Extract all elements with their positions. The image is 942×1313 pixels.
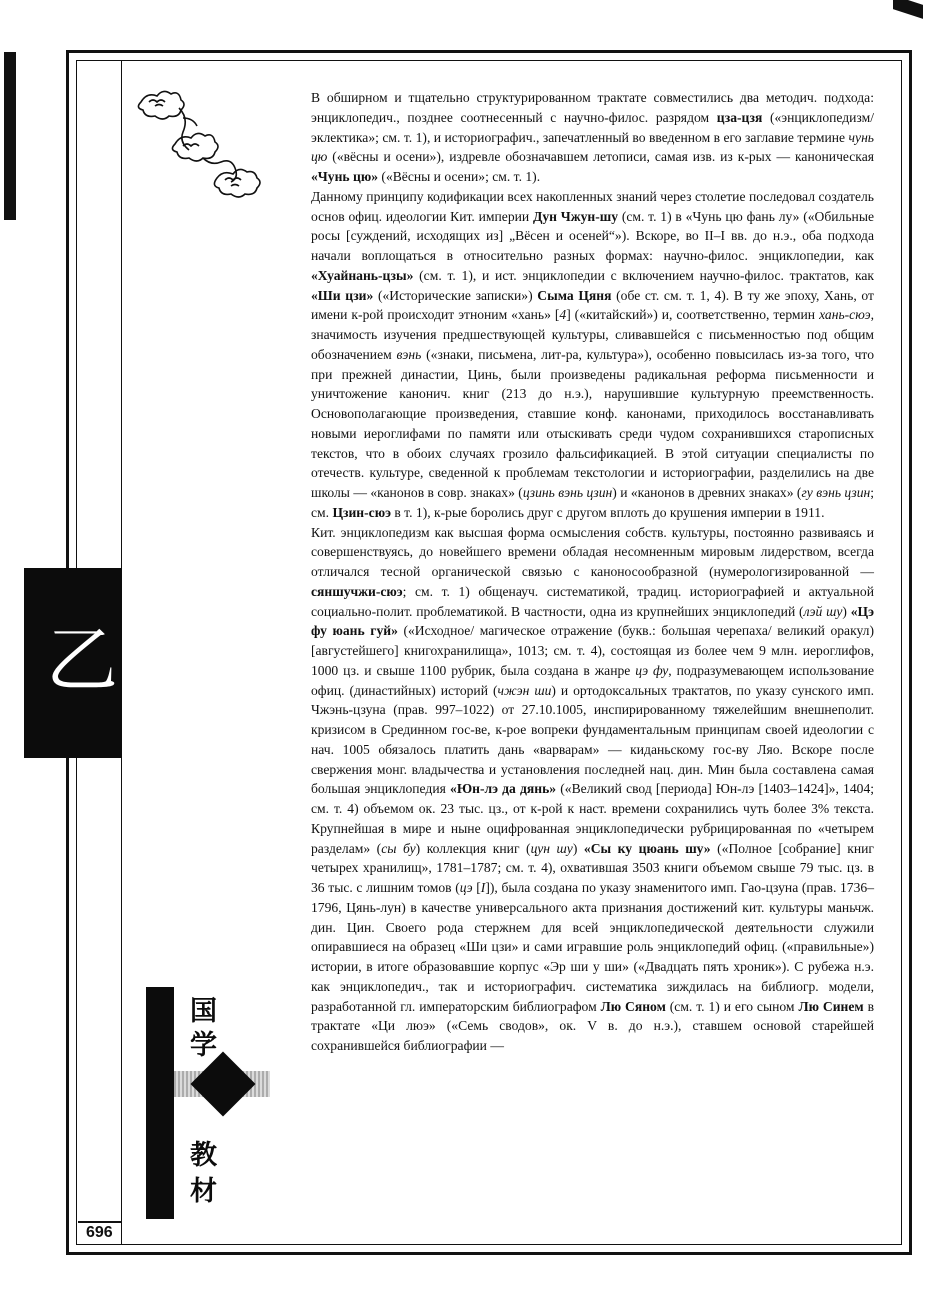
text-run: ) и ортодоксальных трактатов, по указу сунского имп. Чжэнь-цзуна (прав. 997–1022) от 27.10.1005, инспирированному тяжелейшим внешнеполит. кризисом в Срединном гос-ве, к-рое вопреки фундаментальным принципам своей идеологии с нач. 1005 обязалось платить дань «варварам» — киданьскому гос-ву Ляо. Вскоре после свержения монг. владычества и установления последней нац. дин. Мин была составлена самая большая энциклопедия [311, 682, 875, 797]
decor-black-strip [146, 987, 174, 1219]
paragraph-1 [311, 88, 874, 187]
decor-char-2: 学 [190, 1030, 217, 1061]
italic-term: цэ фу [635, 662, 669, 678]
text-run: Данному принципу кодификации всех накопленных знаний через столетие последовал создатель основ офиц. идеологии Кит. империи [311, 188, 874, 224]
bold-term: Лю Синем [798, 998, 864, 1014]
italic-term: чжэн ши [497, 682, 552, 698]
text-run: ] («китайский») и, соответственно, термин [566, 307, 820, 323]
chapter-side-tab [24, 568, 122, 758]
decor-char-1: 国 [190, 996, 217, 1027]
bold-term: «Цэ фу юань гуй» [311, 603, 874, 639]
text-run: («энциклопедизм/эклектика»; см. т. 1), и историографич., запечатленный во введенном в его заглавие термине [311, 109, 874, 145]
text-run: (обе ст. см. т. 1, 4). В ту же эпоху, Хань, от имени к-рой происходит этноним «хань» [ [311, 287, 874, 323]
text-run: («знаки, письмена, лит-ра, культура»), особенно повысилась из-за того, что при прежней династии, Цинь, были произведены радикальная реформа письменности и уничтожение канонич. книг (213 до н.э.), нарушившие культурную преемственность. Основополагающие произведения, ставшие конф. канонами, приходилось восстанавливать новыми иероглифами по памяти или отыскивать среди чудом сохранившихся старописных текстов, что в обоих случаях грозило фальсификацией. В этой ситуации специалисты по отечеств. культуре, сведенной к проблемам текстологии и историографии, разделились на две школы — «канонов в совр. знаках» ( [311, 346, 874, 500]
italic-term: вэнь [396, 346, 422, 362]
decor-char-3: 教 [190, 1140, 217, 1171]
text-run: [ [472, 880, 481, 895]
bold-term: «Хуайнань-цзы» [311, 267, 414, 283]
text-run: Кит. энциклопедизм как высшая форма осмысления собств. культуры, постоянно развиваясь и совершенствуясь, до новейшего времени обладая несомненным мировым лидерством, всегда отличался тесной органической связью с каноносообразной (нумерологизированной — [311, 524, 874, 579]
page-number: 696 [86, 1224, 113, 1241]
text-run: ]), была создана по указу знаменитого имп. Гао-цзуна (прав. 1736–1796, Цянь-лун) в качестве универсального акта признания достижений кит. культуры маньчж. дин. Цин. Своего рода стержнем для всей энциклопедической деятельности служили опиравшиеся на образец «Ши цзи» и сами игравшие роль энциклопедий офиц. («правильные») истории, в итоге образовавшие корпус «Эр ши у ши» («Двадцать пять хроник»). С рубежа н.э. как энциклопедич., так и историографич. систематика зиждилась на библиогр. модели, разработанной гл. императорским библиографом [311, 880, 874, 1014]
text-run: в трактате «Ци люэ» («Семь сводов», ок. V в. до н.э.), ставшем основой старейшей сохранившейся библиографии — [311, 998, 874, 1053]
text-run: («Полное [собрание] книг четырех хранилищ», 1781–1787; см. т. 4), охватившая 3503 книги объемом свыше 79 тыс. цз. в 36 тыс. с лишним томов ( [311, 840, 874, 895]
italic-term: сы бу [381, 840, 416, 856]
decor-diamond [190, 1051, 255, 1116]
bold-term: «Юн-лэ да дянь» [450, 781, 557, 797]
text-run: (см. т. 1) и его сыном [665, 998, 799, 1014]
vertical-title-decor [128, 975, 298, 1225]
bold-term: сяншучжи-сюэ [311, 583, 403, 599]
text-run: ) [572, 840, 584, 856]
text-run: в т. 1), к-рые боролись друг с другом вплоть до крушения империи в 1911. [390, 504, 825, 520]
bold-term: Дун Чжун-шу [532, 208, 619, 224]
paragraph-2 [311, 187, 874, 523]
italic-term: хань-сюэ [819, 307, 871, 323]
text-run: (см. т. 1), и ист. энциклопедии с включением научно-филос. трактатов, как [413, 267, 874, 283]
cloud-ornament-icon [133, 86, 263, 208]
bold-term: Цзин-сюэ [332, 504, 391, 520]
text-run: («Исторические записки») [373, 287, 538, 303]
italic-term: чунь цю [311, 129, 874, 165]
bold-term: «Ши цзи» [311, 287, 374, 303]
text-run: («Великий свод [периода] Юн-лэ [1403–1424]», 1404; см. т. 4) объемом ок. 23 тыс. цз., от к-рой к наст. времени сохранились чуть более 3% текста. Крупнейшая в мире и ныне оцифрованная энциклопедически рубрицированная по «четырем разделам» ( [311, 781, 875, 856]
text-run: ; см. т. 1) общенауч. систематикой, традиц. историографией и актуальной социально-полит. проблематикой. В частности, одна из крупнейших энциклопедий ( [311, 583, 874, 619]
bold-term: Сыма Цяня [537, 287, 612, 303]
text-run: («Исходное/ магическое отражение (букв.: большая черепаха/ великий оракул) [августейшего] книгохранилища», 1013; см. т. 4), состоящая из более чем 9 млн. иероглифов, 1000 цз. и свыше 1100 рубрик, была создана в жанре [311, 623, 874, 678]
bold-term: цза-цзя [716, 109, 763, 125]
text-run: (см. т. 1) в «Чунь цю фань лу» («Обильные росы [суждений, исходящих из] „Вёсен и осеней“»). Вскоре, во II–I вв. до н.э., оба подхода начали воплощаться в относительно разных формах: научно-филос. энциклопедии, как [311, 208, 874, 263]
decor-char-4: 材 [190, 1176, 217, 1207]
italic-term: лэй шу [803, 603, 843, 619]
text-run: ) [842, 603, 851, 619]
scan-edge-mark-left [4, 52, 16, 220]
italic-term: цун шу [530, 840, 573, 856]
bold-term: «Сы ку цюань шу» [583, 840, 711, 856]
italic-term: 4 [559, 307, 567, 323]
italic-term: цэ [459, 880, 473, 895]
article-body [311, 88, 874, 1056]
bold-term: Лю Сяном [600, 998, 666, 1014]
text-run: («вёсны и осени»), издревле обозначавшем летописи, самая изв. из к-рых — каноническая [327, 149, 874, 165]
text-run: («Вёсны и осени»; см. т. 1). [378, 169, 541, 184]
scan-corner-mark [893, 0, 923, 19]
italic-term: I [480, 880, 486, 895]
italic-term: цзинь вэнь цзин [522, 485, 613, 500]
text-run: В обширном и тщательно структурированном трактате совместились два методич. подхода: энциклопедич., позднее соотнесенный с научно-филос. разрядом [311, 90, 874, 125]
text-run: , значимость изучения предшествующей культуры, сливавшейся с письменностью под общим обозначением [311, 307, 875, 362]
text-run: ) и «канонов в древних знаках» ( [612, 485, 802, 500]
side-tab-glyph: 乙 [46, 618, 119, 702]
bold-term: «Чунь цю» [311, 169, 379, 184]
italic-term: гу вэнь цзин [801, 485, 871, 500]
paragraph-3 [311, 523, 874, 1056]
text-run: ) коллекция книг ( [415, 840, 531, 856]
text-run: , подразумевающем использование офиц. (династийных) историй ( [311, 662, 874, 698]
text-run: ; см. [311, 485, 875, 520]
